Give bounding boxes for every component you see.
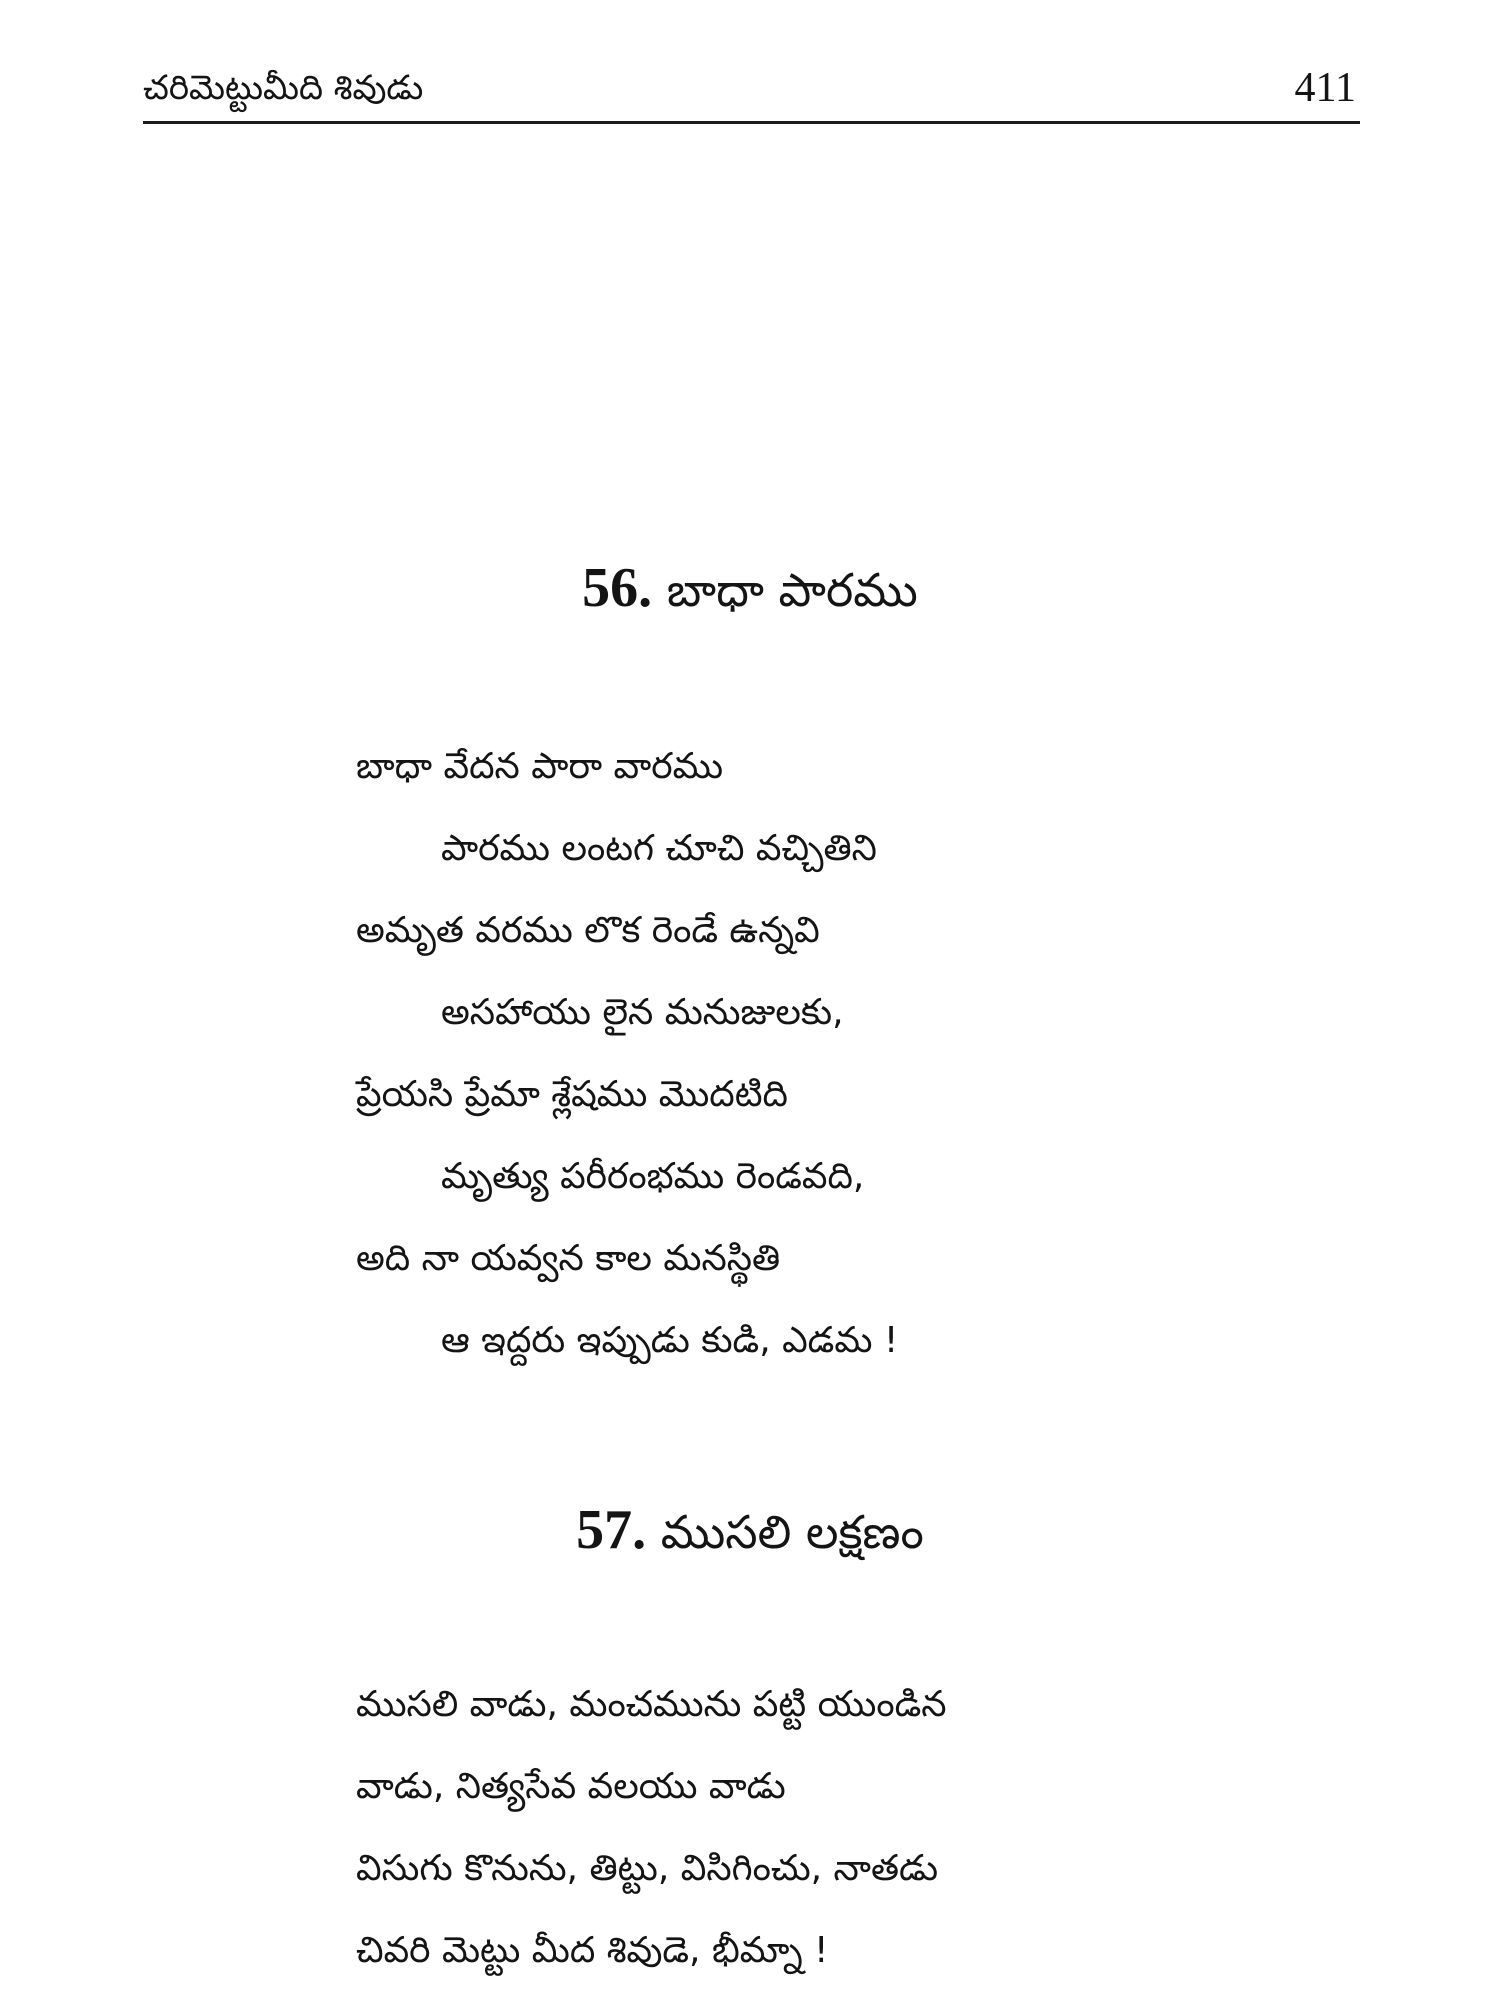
verse-line: బాధా వేదన పారా వారము: [356, 746, 724, 787]
poem-number: 57.: [576, 1499, 647, 1561]
page-number: 411: [1294, 65, 1356, 111]
verse-line: ప్రేయసి ప్రేమా శ్లేషము మొదటిది: [356, 1074, 788, 1115]
poem-title-56: [0, 556, 1500, 622]
verse-line: మృత్యు పరీరంభము రెండవది,: [441, 1156, 865, 1197]
verse-line: అమృత వరము లొక రెండే ఉన్నవి: [356, 910, 820, 951]
running-title: చరిమెట్టుమీది శివుడు: [143, 68, 424, 108]
verse-line: అసహాయు లైన మనుజులకు,: [441, 992, 844, 1033]
verse-line: అది నా యవ్వన కాల మనస్థితి: [356, 1238, 781, 1279]
verse-line: వాడు, నిత్యసేవ వలయు వాడు: [356, 1766, 786, 1807]
verse-line: ముసలి వాడు, మంచమును పట్టి యుండిన: [356, 1684, 947, 1725]
verse-line: విసుగు కొనును, తిట్టు, విసిగించు, నాతడు: [356, 1848, 939, 1889]
poem-title-57: [0, 1498, 1500, 1564]
poem-verse-56: [356, 726, 1356, 1382]
poem-name: బాధా పారము: [666, 563, 918, 617]
verse-line: ఆ ఇద్దరు ఇప్పుడు కుడి, ఎడమ !: [441, 1320, 899, 1361]
poem-verse-57: [356, 1664, 1356, 1994]
poem-name: ముసలి లక్షణం: [660, 1505, 924, 1559]
poem-number: 56.: [582, 557, 653, 619]
page-header: [143, 60, 1360, 124]
verse-line: పారము లంటగ చూచి వచ్చితిని: [441, 828, 877, 869]
header-rule: [143, 121, 1360, 124]
verse-line: చివరి మెట్టు మీద శివుడె, భీమ్నా !: [356, 1930, 829, 1971]
